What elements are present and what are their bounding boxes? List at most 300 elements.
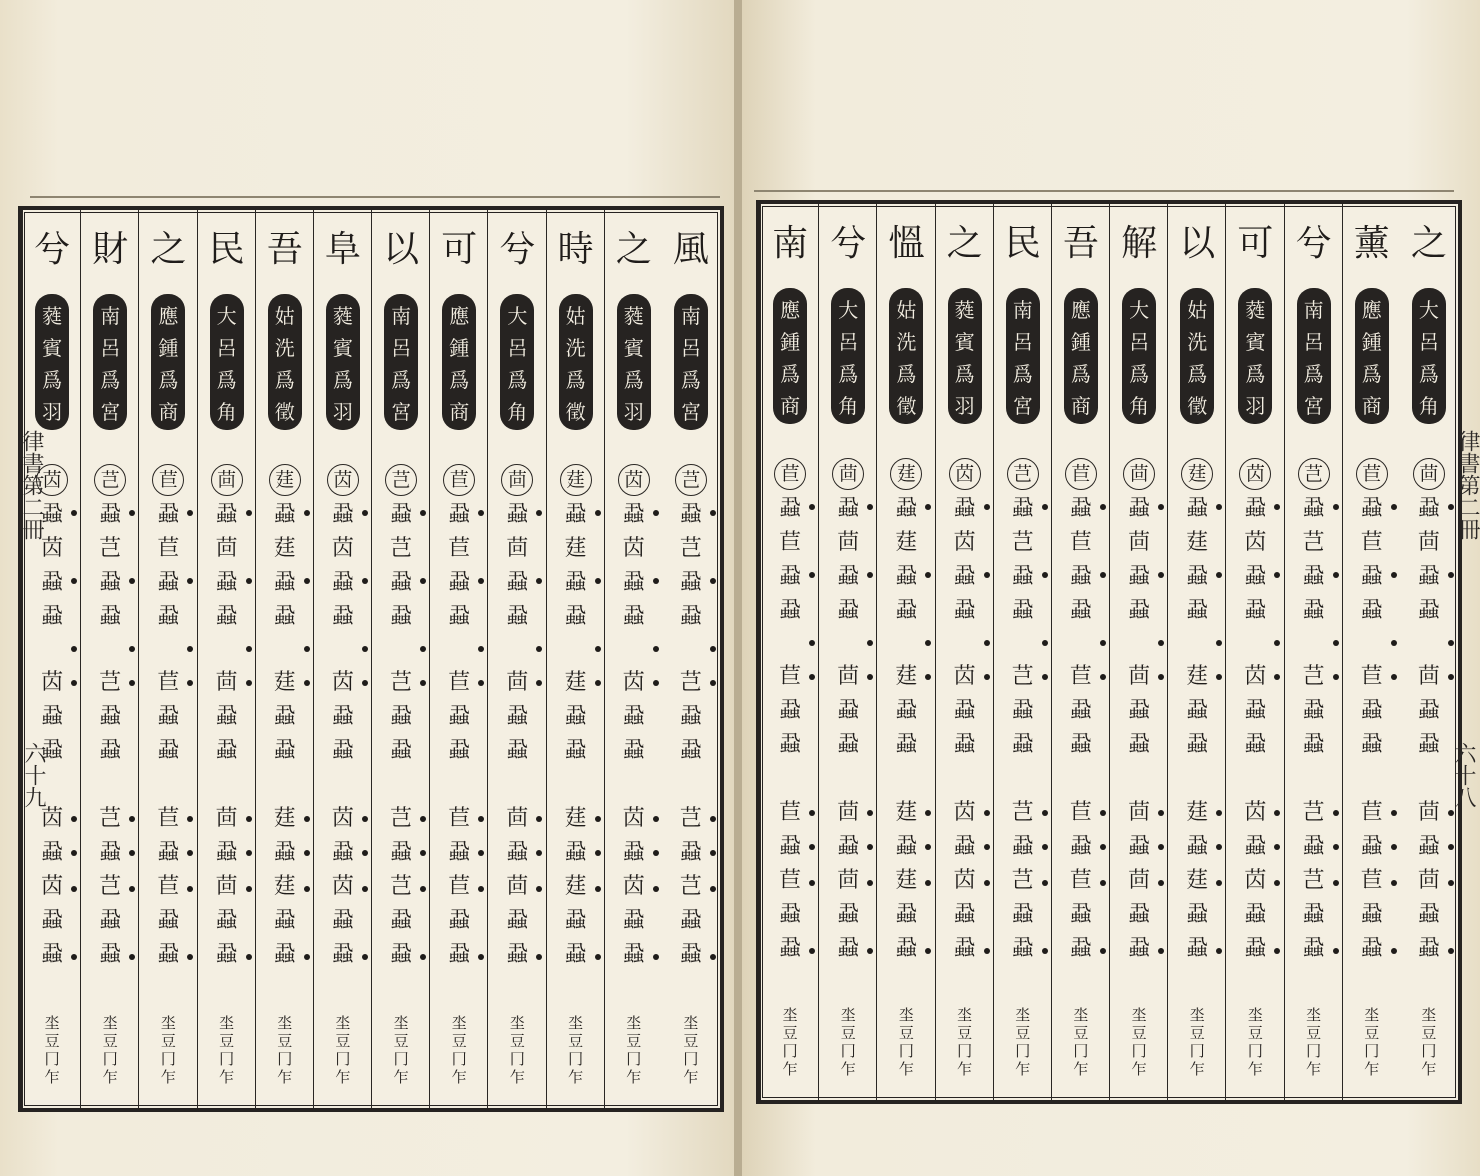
notation-character: 蝨: [1128, 834, 1151, 859]
punctuation-dot: [653, 680, 659, 686]
notation-character: 蝨: [506, 502, 529, 527]
notation-character: 蝨: [1417, 834, 1440, 859]
footer-character: 豆: [898, 1024, 914, 1042]
notation-character: 蝨: [779, 564, 802, 589]
notation-character: 蝨: [41, 738, 64, 763]
notation-character: 苣: [448, 874, 471, 899]
punctuation-dot: [362, 954, 368, 960]
punctuation-dot: [710, 816, 716, 822]
notation-character: 蝨: [99, 604, 122, 629]
notation-character: 莛: [273, 536, 296, 561]
notation-character: 苬: [953, 800, 976, 825]
notation-character: 苬: [622, 670, 645, 695]
notation-character: 蝨: [564, 704, 587, 729]
notation-character: 蝨: [1244, 598, 1267, 623]
mode-label-character: 大: [1129, 298, 1150, 322]
mode-label-character: 應: [158, 304, 179, 328]
mode-label-character: 羽: [623, 400, 644, 424]
footer-character: 豆: [44, 1032, 60, 1050]
footer-notation: [198, 1014, 256, 1086]
notation-character: 苣: [157, 874, 180, 899]
lyric-character: 解: [1121, 223, 1158, 264]
punctuation-dot: [653, 850, 659, 856]
lyric-character: 兮: [1295, 223, 1332, 264]
notation-character: 蝨: [837, 564, 860, 589]
notation-group: [372, 498, 430, 634]
notation-group: [605, 498, 663, 634]
notation-character: 蝨: [1011, 698, 1034, 723]
mode-label-character: 爲: [680, 368, 701, 392]
text-column: [1284, 204, 1343, 1100]
notation-character: 蝨: [331, 942, 354, 967]
notation-character: 芑: [1011, 868, 1034, 893]
notation-character: 蝨: [331, 840, 354, 865]
mode-label-character: 爲: [274, 368, 295, 392]
punctuation-dot: [246, 886, 252, 892]
mode-label-character: 鍾: [449, 336, 470, 360]
footer-character: 冂: [1015, 1042, 1031, 1060]
punctuation-dot: [1042, 572, 1048, 578]
notation-character: 蝨: [1360, 902, 1383, 927]
notation-character: 蝨: [41, 704, 64, 729]
notation-character: 苣: [1069, 664, 1092, 689]
text-column: [138, 210, 197, 1108]
mode-label-character: 大: [838, 298, 859, 322]
notation-character: 茴: [1128, 664, 1151, 689]
footer-notation: [488, 1014, 546, 1086]
footer-notation: [1168, 1006, 1226, 1078]
notation-character: 苣: [448, 806, 471, 831]
notation-character: 蝨: [1069, 698, 1092, 723]
notation-character: 蝨: [837, 496, 860, 521]
notation-character: 茴: [215, 806, 238, 831]
notation-character: 蝨: [331, 704, 354, 729]
punctuation-dot: [595, 886, 601, 892]
punctuation-dot: [710, 578, 716, 584]
punctuation-dot: [595, 680, 601, 686]
margin-title: 律書第二冊: [19, 430, 44, 540]
notation-character: 莛: [1186, 664, 1209, 689]
footer-character: 坔: [335, 1014, 351, 1032]
notation-character: 蝨: [41, 502, 64, 527]
notation-character: 蝨: [1128, 936, 1151, 961]
footer-character: 乍: [840, 1060, 856, 1078]
text-column: [429, 210, 488, 1108]
mode-label-character: 宮: [391, 400, 412, 424]
notation-character: 蝨: [506, 840, 529, 865]
notation-character: 蝨: [1011, 902, 1034, 927]
notation-character: 蝨: [215, 570, 238, 595]
punctuation-dot: [304, 816, 310, 822]
notation-character: 蝨: [1069, 564, 1092, 589]
footer-character: 坔: [683, 1014, 699, 1032]
mode-label-character: 角: [216, 400, 237, 424]
punctuation-dot: [595, 510, 601, 516]
mode-label-character: 爲: [1070, 362, 1091, 386]
notation-character: 苬: [953, 868, 976, 893]
notation-character: 蝨: [273, 704, 296, 729]
text-column: [371, 210, 430, 1108]
footer-character: 乍: [1247, 1060, 1263, 1078]
notation-character: 蝨: [895, 564, 918, 589]
punctuation-dot: [1100, 572, 1106, 578]
punctuation-dot: [1448, 640, 1454, 646]
notation-character: 蝨: [1360, 598, 1383, 623]
footer-character: 豆: [1421, 1024, 1437, 1042]
notation-character: 蝨: [1011, 598, 1034, 623]
notation-character: 蝨: [564, 840, 587, 865]
notation-character: 蝨: [564, 942, 587, 967]
mode-label-character: 蕤: [954, 298, 975, 322]
mode-label-character: 姑: [274, 304, 295, 328]
notation-group: [1400, 492, 1458, 628]
mode-label: [1122, 288, 1156, 424]
mode-label-character: 呂: [216, 336, 237, 360]
notation-character: 蝨: [1302, 564, 1325, 589]
notation-character: 蝨: [215, 604, 238, 629]
punctuation-dot: [1391, 880, 1397, 886]
notation-character: 蝨: [99, 704, 122, 729]
footer-character: 冂: [509, 1050, 525, 1068]
notation-character: 蝨: [679, 502, 702, 527]
notation-character: 蝨: [331, 570, 354, 595]
circled-notation: 苬: [1239, 458, 1271, 490]
circled-notation: 苬: [618, 464, 650, 496]
circled-notation: 茴: [211, 464, 243, 496]
punctuation-dot: [595, 578, 601, 584]
punctuation-dot: [1448, 880, 1454, 886]
notation-character: 蝨: [1186, 902, 1209, 927]
notation-character: 蝨: [1417, 564, 1440, 589]
punctuation-dot: [1100, 844, 1106, 850]
notation-character: 蝨: [895, 936, 918, 961]
notation-character: 蝨: [953, 496, 976, 521]
circled-notation: 苣: [152, 464, 184, 496]
text-column: [760, 204, 819, 1100]
lyric-character: 以: [1179, 223, 1216, 264]
mode-label-character: 爲: [216, 368, 237, 392]
notation-character: 苬: [331, 874, 354, 899]
mode-label-character: 洗: [274, 336, 295, 360]
footer-character: 豆: [626, 1032, 642, 1050]
mode-label-character: 呂: [1303, 330, 1324, 354]
footer-character: 豆: [219, 1032, 235, 1050]
lyric-character: 以: [383, 229, 420, 270]
notation-character: 蝨: [1011, 564, 1034, 589]
mode-label-character: 南: [680, 304, 701, 328]
punctuation-dot: [984, 844, 990, 850]
footer-notation: [761, 1006, 819, 1078]
notation-character: 蝨: [953, 902, 976, 927]
mode-label: [384, 294, 418, 430]
mode-label-character: 爲: [391, 368, 412, 392]
footer-notation: [1110, 1006, 1168, 1078]
notation-character: 蝨: [506, 738, 529, 763]
footer-character: 豆: [840, 1024, 856, 1042]
punctuation-dot: [1391, 948, 1397, 954]
notation-character: 蝨: [622, 570, 645, 595]
mode-label: [268, 294, 302, 430]
notation-character: 芑: [99, 670, 122, 695]
notation-character: 蝨: [331, 738, 354, 763]
lyric-character: 財: [92, 229, 129, 270]
notation-character: 蝨: [273, 570, 296, 595]
notation-character: 茴: [506, 806, 529, 831]
footer-notation: [1343, 1006, 1401, 1078]
notation-group: [81, 498, 139, 634]
notation-character: 茴: [1417, 530, 1440, 555]
footer-character: 坔: [277, 1014, 293, 1032]
mode-label-character: 洗: [896, 330, 917, 354]
punctuation-dot: [1448, 844, 1454, 850]
punctuation-dot: [362, 578, 368, 584]
mode-label-character: 爲: [954, 362, 975, 386]
notation-character: 蝨: [157, 908, 180, 933]
punctuation-dot: [710, 510, 716, 516]
notation-character: 蝨: [157, 738, 180, 763]
footer-character: 豆: [957, 1024, 973, 1042]
lyric-character: 吾: [266, 229, 303, 270]
mode-label-character: 姑: [1187, 298, 1208, 322]
notation-character: 苬: [41, 536, 64, 561]
footer-character: 冂: [1189, 1042, 1205, 1060]
mode-label-character: 呂: [100, 336, 121, 360]
notation-character: 蝨: [390, 502, 413, 527]
footer-character: 坔: [840, 1006, 856, 1024]
notation-character: 蝨: [953, 598, 976, 623]
lyric-character: 薰: [1353, 223, 1390, 264]
notation-character: 蝨: [41, 908, 64, 933]
punctuation-dot: [1158, 640, 1164, 646]
punctuation-dot: [1042, 504, 1048, 510]
mode-label-character: 姑: [896, 298, 917, 322]
footer-character: 坔: [451, 1014, 467, 1032]
notation-group: [314, 498, 372, 634]
lyric-character: 之: [946, 223, 983, 264]
notation-character: 芑: [1011, 664, 1034, 689]
punctuation-dot: [710, 680, 716, 686]
notation-character: 蝨: [1244, 496, 1267, 521]
notation-character: 莛: [895, 800, 918, 825]
footer-character: 坔: [1364, 1006, 1380, 1024]
notation-character: 苣: [1069, 530, 1092, 555]
circled-notation: 茴: [1123, 458, 1155, 490]
punctuation-dot: [984, 810, 990, 816]
notation-character: 蝨: [1128, 598, 1151, 623]
notation-character: 蝨: [837, 598, 860, 623]
left-text-block: [18, 206, 724, 1112]
mode-label-character: 徵: [565, 400, 586, 424]
mode-label: [1355, 288, 1389, 424]
mode-label-character: 姑: [565, 304, 586, 328]
footer-character: 冂: [451, 1050, 467, 1068]
footer-character: 豆: [1247, 1024, 1263, 1042]
notation-character: 蝨: [837, 732, 860, 757]
circled-notation: 芑: [1007, 458, 1039, 490]
punctuation-dot: [246, 578, 252, 584]
notation-character: 蝨: [1360, 496, 1383, 521]
notation-character: 蝨: [41, 570, 64, 595]
mode-label-character: 應: [1070, 298, 1091, 322]
mode-label-character: 南: [1012, 298, 1033, 322]
footer-character: 乍: [683, 1068, 699, 1086]
notation-character: 芑: [1011, 530, 1034, 555]
footer-character: 乍: [160, 1068, 176, 1086]
footer-character: 乍: [957, 1060, 973, 1078]
mode-label-character: 應: [449, 304, 470, 328]
lyric-character: 吾: [1062, 223, 1099, 264]
notation-character: 蝨: [895, 496, 918, 521]
punctuation-dot: [653, 886, 659, 892]
footer-character: 坔: [1189, 1006, 1205, 1024]
text-column: [255, 210, 314, 1108]
text-column: [1051, 204, 1110, 1100]
punctuation-dot: [984, 572, 990, 578]
footer-notation: [605, 1014, 663, 1086]
notation-character: 苣: [1360, 868, 1383, 893]
notation-character: 蝨: [564, 570, 587, 595]
mode-label-character: 爲: [449, 368, 470, 392]
notation-character: 蝨: [679, 840, 702, 865]
mode-label-character: 應: [780, 298, 801, 322]
notation-character: 茴: [506, 874, 529, 899]
notation-character: 蝨: [564, 502, 587, 527]
mode-label-character: 徵: [274, 400, 295, 424]
notation-character: 蝨: [679, 604, 702, 629]
mode-label: [674, 294, 708, 430]
punctuation-dot: [710, 850, 716, 856]
footer-character: 乍: [509, 1068, 525, 1086]
punctuation-dot: [304, 850, 310, 856]
punctuation-dot: [710, 886, 716, 892]
mode-label-character: 大: [507, 304, 528, 328]
lyric-character: 兮: [499, 229, 536, 270]
punctuation-dot: [1333, 674, 1339, 680]
notation-character: 蝨: [1186, 496, 1209, 521]
notation-character: 蝨: [215, 840, 238, 865]
notation-character: 芑: [390, 806, 413, 831]
notation-character: 蝨: [1069, 902, 1092, 927]
footer-character: 冂: [160, 1050, 176, 1068]
footer-notation: [1052, 1006, 1110, 1078]
notation-character: 莛: [273, 806, 296, 831]
notation-character: 莛: [564, 806, 587, 831]
mode-label-character: 應: [1361, 298, 1382, 322]
mode-label-character: 鍾: [780, 330, 801, 354]
notation-character: 蝨: [1069, 732, 1092, 757]
mode-label-character: 呂: [1418, 330, 1439, 354]
mode-label-character: 羽: [954, 394, 975, 418]
punctuation-dot: [984, 640, 990, 646]
notation-character: 莛: [1186, 868, 1209, 893]
mode-label: [1297, 288, 1331, 424]
mode-label: [210, 294, 244, 430]
circled-notation: 芑: [385, 464, 417, 496]
mode-label: [559, 294, 593, 430]
punctuation-dot: [595, 646, 601, 652]
mode-label: [326, 294, 360, 430]
text-column: [197, 210, 256, 1108]
notation-character: 蝨: [448, 704, 471, 729]
notation-character: 苣: [1069, 868, 1092, 893]
punctuation-dot: [362, 850, 368, 856]
notation-group: [936, 492, 994, 628]
punctuation-dot: [246, 510, 252, 516]
notation-character: 蝨: [779, 698, 802, 723]
notation-character: 蝨: [1302, 496, 1325, 521]
footer-character: 豆: [393, 1032, 409, 1050]
footer-character: 冂: [1306, 1042, 1322, 1060]
notation-character: 苬: [622, 806, 645, 831]
punctuation-dot: [1391, 674, 1397, 680]
notation-character: 蝨: [1417, 698, 1440, 723]
notation-group: [547, 498, 605, 634]
text-column: [1109, 204, 1168, 1100]
text-column: [662, 210, 720, 1108]
notation-character: 蝨: [99, 908, 122, 933]
notation-character: 蝨: [157, 942, 180, 967]
footer-character: 乍: [898, 1060, 914, 1078]
circled-notation: 芑: [675, 464, 707, 496]
punctuation-dot: [1100, 504, 1106, 510]
notation-character: 蝨: [1128, 496, 1151, 521]
footer-notation: [547, 1014, 605, 1086]
notation-character: 茴: [506, 670, 529, 695]
circled-notation: 莛: [890, 458, 922, 490]
left-page: [0, 0, 736, 1176]
mode-label-character: 賓: [42, 336, 63, 360]
punctuation-dot: [595, 816, 601, 822]
footer-character: 坔: [393, 1014, 409, 1032]
notation-character: 蝨: [390, 942, 413, 967]
footer-character: 乍: [335, 1068, 351, 1086]
circled-notation: 莛: [1181, 458, 1213, 490]
notation-character: 蝨: [157, 604, 180, 629]
notation-character: 蝨: [1360, 732, 1383, 757]
mode-label-character: 呂: [680, 336, 701, 360]
notation-group: [430, 498, 488, 634]
notation-character: 芑: [1302, 530, 1325, 555]
notation-character: 蝨: [1069, 936, 1092, 961]
top-rule: [754, 190, 1454, 192]
notation-character: 苣: [157, 536, 180, 561]
notation-character: 茴: [1128, 868, 1151, 893]
punctuation-dot: [304, 646, 310, 652]
notation-character: 蝨: [506, 908, 529, 933]
notation-character: 蝨: [215, 738, 238, 763]
notation-character: 蝨: [390, 738, 413, 763]
notation-character: 蝨: [99, 942, 122, 967]
footer-notation: [314, 1014, 372, 1086]
notation-character: 苬: [622, 536, 645, 561]
notation-character: 蝨: [779, 902, 802, 927]
punctuation-dot: [1333, 572, 1339, 578]
mode-label: [35, 294, 69, 430]
notation-character: 蝨: [1186, 598, 1209, 623]
text-column: [993, 204, 1052, 1100]
notation-character: 蝨: [448, 502, 471, 527]
footer-character: 豆: [1306, 1024, 1322, 1042]
footer-notation: [1285, 1006, 1343, 1078]
mode-label-character: 爲: [1418, 362, 1439, 386]
notation-character: 苣: [448, 536, 471, 561]
mode-label: [889, 288, 923, 424]
notation-character: 芑: [1302, 868, 1325, 893]
punctuation-dot: [1100, 948, 1106, 954]
notation-character: 蝨: [1360, 564, 1383, 589]
footer-character: 豆: [568, 1032, 584, 1050]
mode-label-character: 爲: [838, 362, 859, 386]
